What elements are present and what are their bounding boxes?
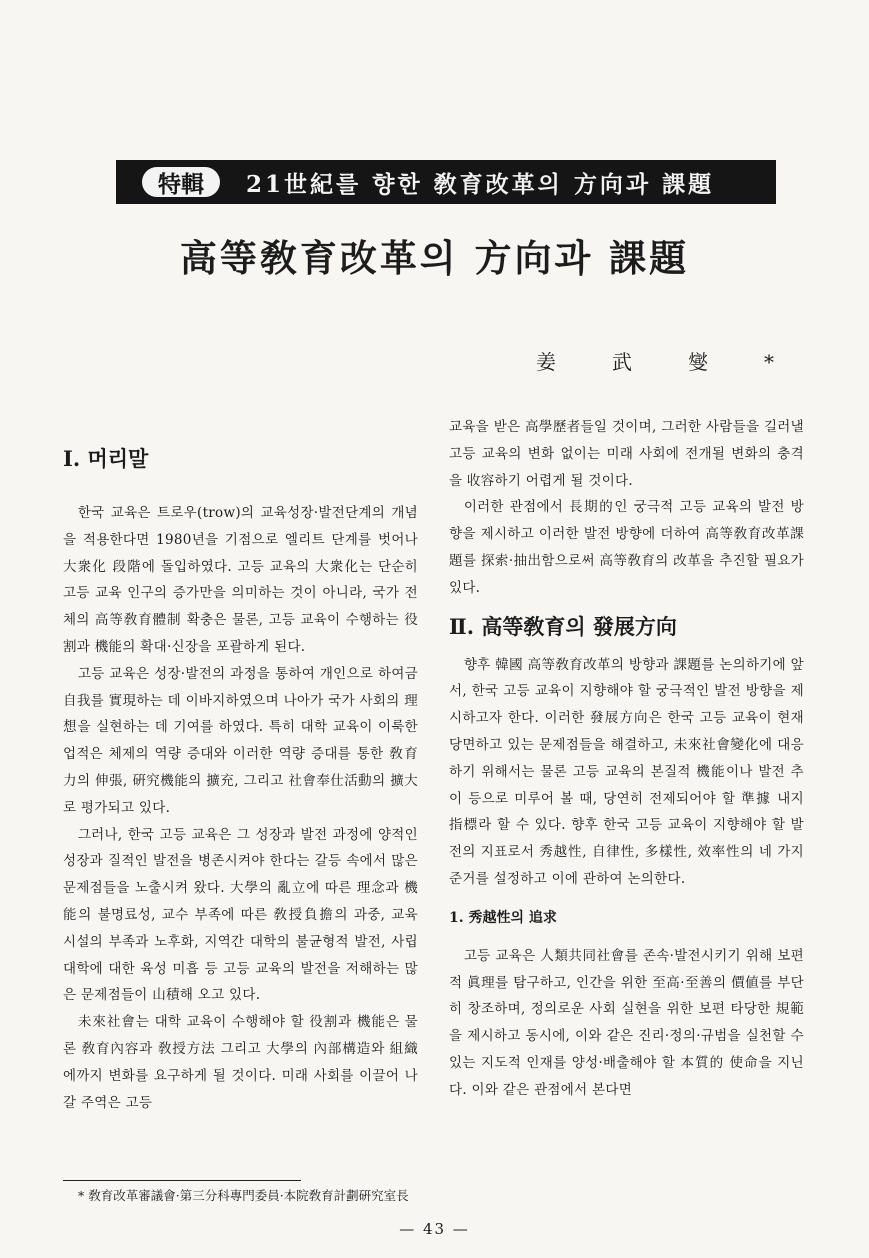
footnote-divider bbox=[63, 1180, 301, 1181]
article-title: 高等敎育改革의 方向과 課題 bbox=[179, 236, 690, 280]
body-paragraph: 고등 교육은 人類共同社會를 존속·발전시키기 위해 보편적 眞理를 탐구하고, 인간을 위한 至高·至善의 價値를 부단히 창조하며, 정의로운 사회 실현을 위한 보편 타당한 規範을 제시하고 동시에, 이와 같은 진리·정의·규범을 실천할 수 있는 지도적 인재를 양성·배출해야 할 本質的 使命을 지닌다. 이와 같은 관점에서 본다면 bbox=[449, 947, 804, 1098]
body-paragraph: 한국 교육은 트로우(trow)의 교육성장·발전단계의 개념을 적용한다면 1980년을 기점으로 엘리트 단계를 벗어나 大衆化 段階에 돌입하였다. 고등 교육의 大衆化는 단순히 고등 교육 인구의 증가만을 의미하는 것이 아니라, 국가 전체의 高等敎育體制 확충은 물론, 고등 교육이 수행하는 役割과 機能의 확대·신장을 포괄하게 된다. bbox=[63, 505, 418, 655]
right-column bbox=[449, 414, 804, 1104]
body-paragraph: 그러나, 한국 고등 교육은 그 성장과 발전 과정에 양적인 성장과 질적인 발전을 병존시켜야 한다는 갈등 속에서 많은 문제점들을 노출시켜 왔다. 大學의 亂立에 따른 理念과 機能의 불명료성, 교수 부족에 따른 敎授負擔의 과중, 교육 시설의 부족과 노후화, 지역간 대학의 불균형적 발전, 사립 대학에 대한 육성 미흡 등 고등 교육의 발전을 저해하는 많은 문제점들이 山積해 오고 있다. bbox=[63, 826, 418, 1004]
subsection-heading-excellence: 1. 秀越性의 追求 bbox=[449, 909, 557, 926]
left-column bbox=[63, 414, 418, 1116]
article-author: 姜武燮* bbox=[536, 350, 830, 374]
body-paragraph: 교육을 받은 高學歷者들일 것이며, 그러한 사람들을 길러낼 고등 교육의 변화 없이는 미래 사회에 전개될 변화의 충격을 收容하기 어렵게 될 것이다. bbox=[449, 419, 804, 489]
section-heading-introduction: Ⅰ. 머리말 bbox=[63, 446, 149, 471]
feature-tag: 特輯 bbox=[142, 167, 220, 197]
section-heading-development-direction: Ⅱ. 高等敎育의 發展方向 bbox=[449, 613, 677, 639]
special-feature-banner bbox=[116, 160, 776, 204]
body-paragraph: 未來社會는 대학 교육이 수행해야 할 役割과 機能은 물론 敎育內容과 敎授方法 그리고 大學의 內部構造와 組織에까지 변화를 요구하게 될 것이다. 미래 사회를 이끌어 나갈 주역은 고등 bbox=[63, 1014, 418, 1111]
body-paragraph: 향후 韓國 高等敎育改革의 방향과 課題를 논의하기에 앞서, 한국 고등 교육이 지향해야 할 궁극적인 발전 방향을 제시하고자 한다. 이러한 發展方向은 한국 고등 교육이 현재 당면하고 있는 문제점들을 해결하고, 未來社會變化에 대응하기 위해서는 물론 고등 교육의 본질적 機能이나 발전 추이 등으로 미루어 볼 때, 당연히 전제되어야 할 準據 내지 指標라 할 수 있다. 향후 한국 고등 교육이 지향해야 할 발전의 지표로서 秀越性, 自律性, 多樣性, 效率性의 네 가지 준거를 설정하고 이에 관하여 논의한다. bbox=[449, 656, 804, 887]
body-paragraph: 고등 교육은 성장·발전의 과정을 통하여 개인으로 하여금 自我를 實現하는 데 이바지하였으며 나아가 국가 사회의 理想을 실현하는 데 기여를 하였다. 특히 대학 교육이 이룩한 업적은 체제의 역량 증대와 이러한 역량 증대를 통한 敎育力의 伸張, 硏究機能의 擴充, 그리고 社會奉仕活動의 擴大로 평가되고 있다. bbox=[63, 665, 418, 816]
page-number: — 43 — bbox=[399, 1220, 470, 1238]
banner-title: 21世紀를 향한 敎育改革의 方向과 課題 bbox=[246, 170, 715, 198]
footnote: * 敎育改革審議會·第三分科專門委員·本院敎育計劃硏究室長 bbox=[78, 1188, 409, 1203]
body-paragraph: 이러한 관점에서 長期的인 궁극적 고등 교육의 발전 방향을 제시하고 이러한 발전 방향에 더하여 高等敎育改革課題를 探索·抽出함으로써 高等敎育의 改革을 추진할 필요가 있다. bbox=[449, 499, 804, 596]
